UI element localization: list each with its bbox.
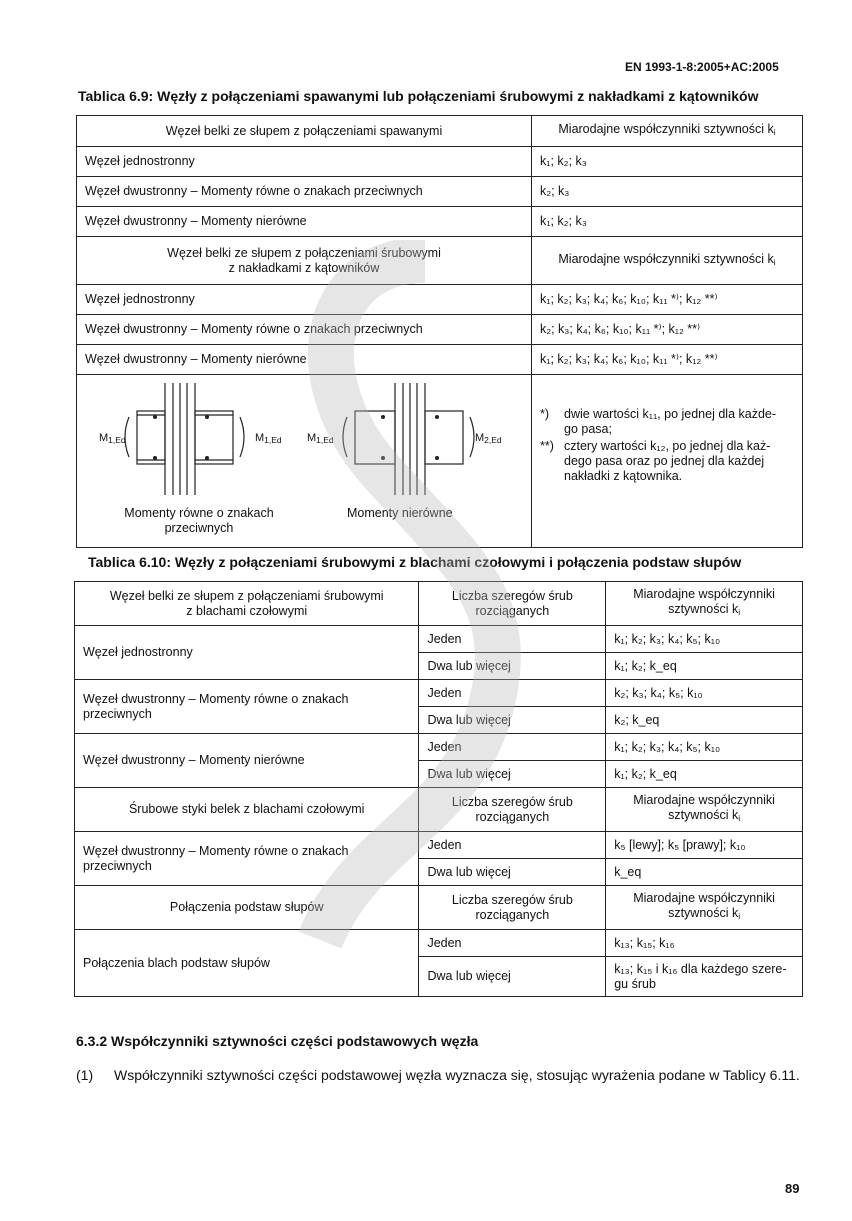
head-bolt-rows: Liczba szeregów śrub rozciąganych [419,582,606,626]
welded-row-coeffs: k₁; k₂; k₃ [532,147,803,177]
note-1-mark: *) [540,407,550,421]
coefficients: k₂; k_eq [606,707,803,734]
coefficients: k₁₃; k₁₅; k₁₆ [606,930,803,957]
paragraph-text: Współczynniki sztywności części podstawowej węzła wyznacza się, stosując wyrażenia podane w Tablicy 6.11. [114,1067,800,1083]
welded-row-coeffs: k₁; k₂; k₃ [532,207,803,237]
head-bolt-rows: Liczba szeregów śrub rozciąganych [419,886,606,930]
group-label: Połączenia blach podstaw słupów [75,930,419,997]
welded-row-label: Węzeł jednostronny [77,147,532,177]
joint-figure-cell [77,375,532,548]
base-head: Połączenia podstaw słupów [75,886,419,930]
bolted-row-label: Węzeł dwustronny – Momenty równe o znakach przeciwnych [77,315,532,345]
bolt-rows-count: Dwa lub więcej [419,957,606,997]
moment-label: $M_{1,Ed}$ [255,432,282,445]
welded-head-left: Węzeł belki ze słupem z połączeniami spawanymi [77,116,532,147]
bolted-head-right: Miarodajne współczynniki sztywności $k_i$ [532,237,803,285]
bolt-rows-count: Jeden [419,734,606,761]
head-joint-type: Węzeł belki ze słupem z połączeniami śrubowymi z blachami czołowymi [75,582,419,626]
welded-row-label: Węzeł dwustronny – Momenty nierówne [77,207,532,237]
bolted-row-coeffs: k₁; k₂; k₃; k₄; k₆; k₁₀; k₁₁ *⁾; k₁₂ **⁾ [532,345,803,375]
figure-caption-left: Momenty równe o znakach przeciwnych [124,506,274,535]
bolt-rows-count: Jeden [419,832,606,859]
bolt-rows-count: Dwa lub więcej [419,761,606,788]
bolt-rows-count: Jeden [419,626,606,653]
section-heading: 6.3.2 Współczynniki sztywności części podstawowych węzła [76,1033,479,1049]
coefficients: k₅ [lewy]; k₅ [prawy]; k₁₀ [606,832,803,859]
coefficients: k₁; k₂; k_eq [606,653,803,680]
bolted-head-left: Węzeł belki ze słupem z połączeniami śrubowymi z nakładkami z kątowników [77,237,532,285]
bolted-row-label: Węzeł dwustronny – Momenty nierówne [77,345,532,375]
bolt-rows-count: Jeden [419,930,606,957]
table-6-9-caption: Tablica 6.9: Węzły z połączeniami spawanymi lub połączeniami śrubowymi z nakładkami z kątowników [78,88,759,104]
moment-label: $M_{2,Ed}$ [475,432,502,445]
bolt-rows-count: Jeden [419,680,606,707]
splice-head: Śrubowe styki belek z blachami czołowymi [75,788,419,832]
bolt-rows-count: Dwa lub więcej [419,707,606,734]
bolt-rows-count: Dwa lub więcej [419,653,606,680]
welded-row-coeffs: k₂; k₃ [532,177,803,207]
head-coefficients: Miarodajne współczynniki sztywności $k_i$ [606,582,803,626]
welded-head-right: Miarodajne współczynniki sztywności $k_i$ [532,116,803,147]
group-label: Węzeł dwustronny – Momenty równe o znakach przeciwnych [75,832,419,886]
bolt-rows-count: Dwa lub więcej [419,859,606,886]
coefficients: k₁; k₂; k_eq [606,761,803,788]
head-coefficients: Miarodajne współczynniki sztywności $k_i$ [606,788,803,832]
coefficients: k_eq [606,859,803,886]
table-6-9 [76,115,803,548]
note-1-text: dwie wartości k₁₁, po jednej dla każde- go pasa; [564,407,777,436]
head-coefficients: Miarodajne współczynniki sztywności $k_i$ [606,886,803,930]
group-label: Węzeł jednostronny [75,626,419,680]
coefficients: k₁; k₂; k₃; k₄; k₅; k₁₀ [606,626,803,653]
welded-row-label: Węzeł dwustronny – Momenty równe o znakach przeciwnych [77,177,532,207]
moment-label: $M_{1,Ed}$ [307,432,334,445]
note-2-mark: **) [540,439,554,453]
note-2-text: cztery wartości k₁₂, po jednej dla każ- dego pasa oraz po jednej dla każdej nakładki z kątownika. [564,439,771,483]
coefficients: k₁; k₂; k₃; k₄; k₅; k₁₀ [606,734,803,761]
group-label: Węzeł dwustronny – Momenty równe o znakach przeciwnych [75,680,419,734]
notes-cell [532,375,803,548]
figure-caption-right: Momenty nierówne [347,506,453,520]
table-6-10 [74,581,803,997]
coefficients: k₁₃; k₁₅ i k₁₆ dla każdego szere- gu śrub [606,957,803,997]
bolted-row-coeffs: k₁; k₂; k₃; k₄; k₆; k₁₀; k₁₁ *⁾; k₁₂ **⁾ [532,285,803,315]
section-paragraph [76,1067,806,1084]
moment-label: $M_{1,Ed}$ [99,432,126,445]
bolted-row-label: Węzeł jednostronny [77,285,532,315]
paragraph-number: (1) [76,1067,94,1083]
table-6-10-caption: Tablica 6.10: Węzły z połączeniami śrubowymi z blachami czołowymi i połączenia podstaw słupów [88,554,742,570]
group-label: Węzeł dwustronny – Momenty nierówne [75,734,419,788]
coefficients: k₂; k₃; k₄; k₅; k₁₀ [606,680,803,707]
bolted-row-coeffs: k₂; k₃; k₄; k₆; k₁₀; k₁₁ *⁾; k₁₂ **⁾ [532,315,803,345]
head-bolt-rows: Liczba szeregów śrub rozciąganych [419,788,606,832]
standard-number: EN 1993-1-8:2005+AC:2005 [625,60,779,74]
page-number: 89 [785,1181,800,1196]
